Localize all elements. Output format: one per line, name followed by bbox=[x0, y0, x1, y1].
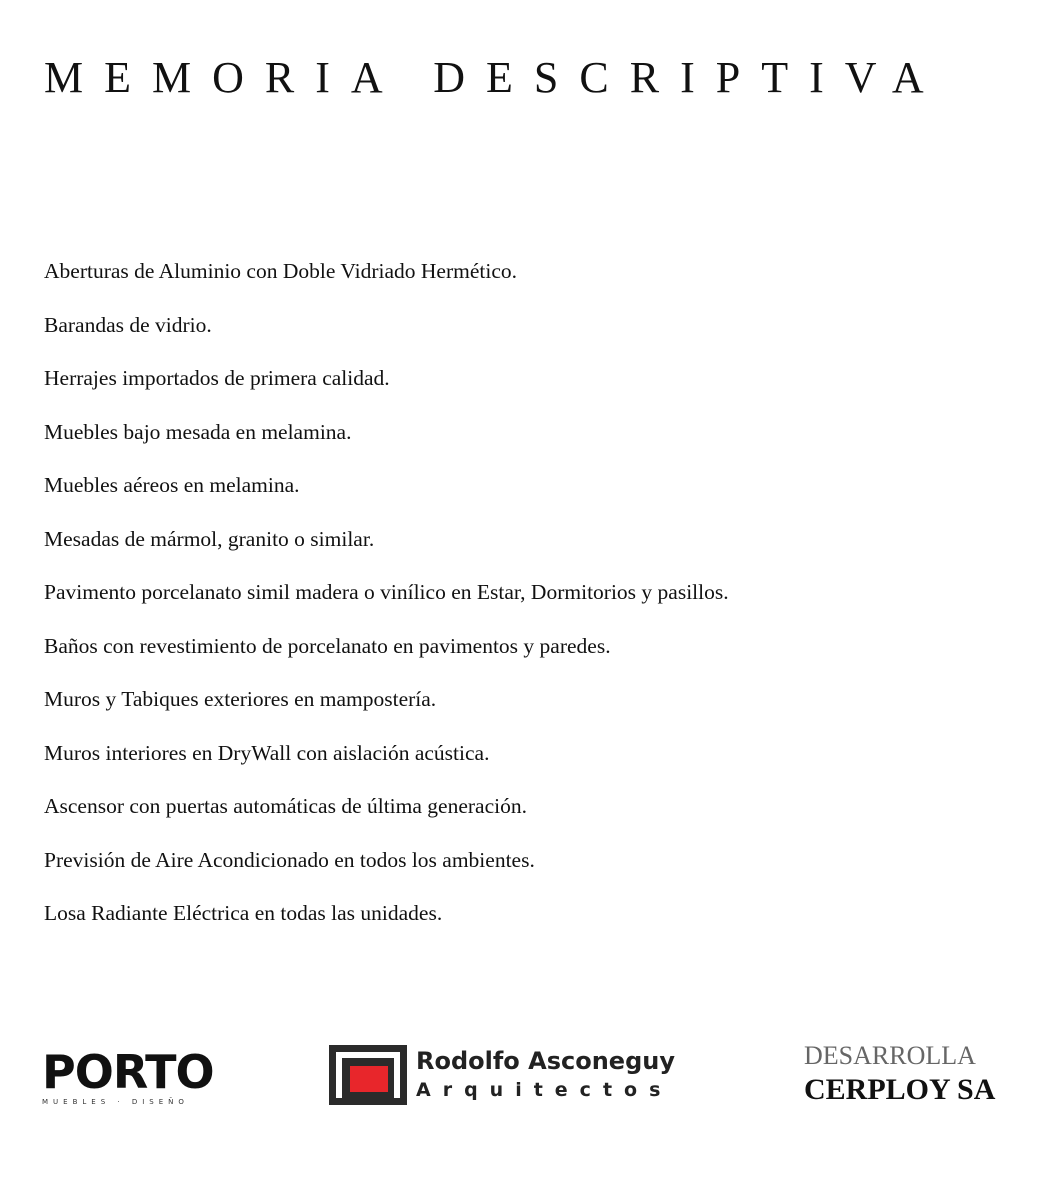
list-item: Muebles bajo mesada en melamina. bbox=[44, 419, 352, 444]
list-item: Herrajes importados de primera calidad. bbox=[44, 366, 390, 390]
page-title: MEMORIA DESCRIPTIVA bbox=[44, 53, 945, 102]
porto-logo-word: PORTO bbox=[42, 1045, 214, 1099]
developer-name: CERPLOY SA bbox=[804, 1073, 996, 1106]
footer-logos bbox=[0, 1030, 1052, 1140]
architect-logo-mark-icon bbox=[328, 1044, 408, 1106]
list-item: Aberturas de Aluminio con Doble Vidriado Hermético. bbox=[44, 259, 517, 283]
developer-label: DESARROLLA bbox=[804, 1041, 976, 1070]
list-item: Baños con revestimiento de porcelanato en pavimentos y paredes. bbox=[44, 633, 611, 658]
list-item: Mesadas de mármol, granito o similar. bbox=[44, 526, 375, 551]
list-item: Ascensor con puertas automáticas de última generación. bbox=[44, 794, 527, 818]
architect-logo bbox=[328, 1044, 708, 1108]
porto-logo bbox=[42, 1045, 214, 1118]
list-item: Muebles aéreos en melamina. bbox=[44, 473, 300, 497]
features-list bbox=[44, 256, 729, 952]
list-item: Barandas de vidrio. bbox=[44, 312, 212, 337]
architect-name: Rodolfo Asconeguy bbox=[416, 1047, 675, 1075]
list-item: Previsión de Aire Acondicionado en todos los ambientes. bbox=[44, 847, 535, 872]
list-item: Muros interiores en DryWall con aislación acústica. bbox=[44, 740, 490, 765]
developer-credit bbox=[804, 1040, 1004, 1108]
list-item: Muros y Tabiques exteriores en mampostería. bbox=[44, 687, 437, 711]
architect-subtitle: Arquitectos bbox=[416, 1079, 673, 1101]
list-item: Losa Radiante Eléctrica en todas las unidades. bbox=[44, 901, 443, 925]
list-item: Pavimento porcelanato simil madera o vinílico en Estar, Dormitorios y pasillos. bbox=[44, 580, 729, 604]
porto-logo-tagline: MUEBLES · DISEÑO bbox=[42, 1098, 189, 1106]
